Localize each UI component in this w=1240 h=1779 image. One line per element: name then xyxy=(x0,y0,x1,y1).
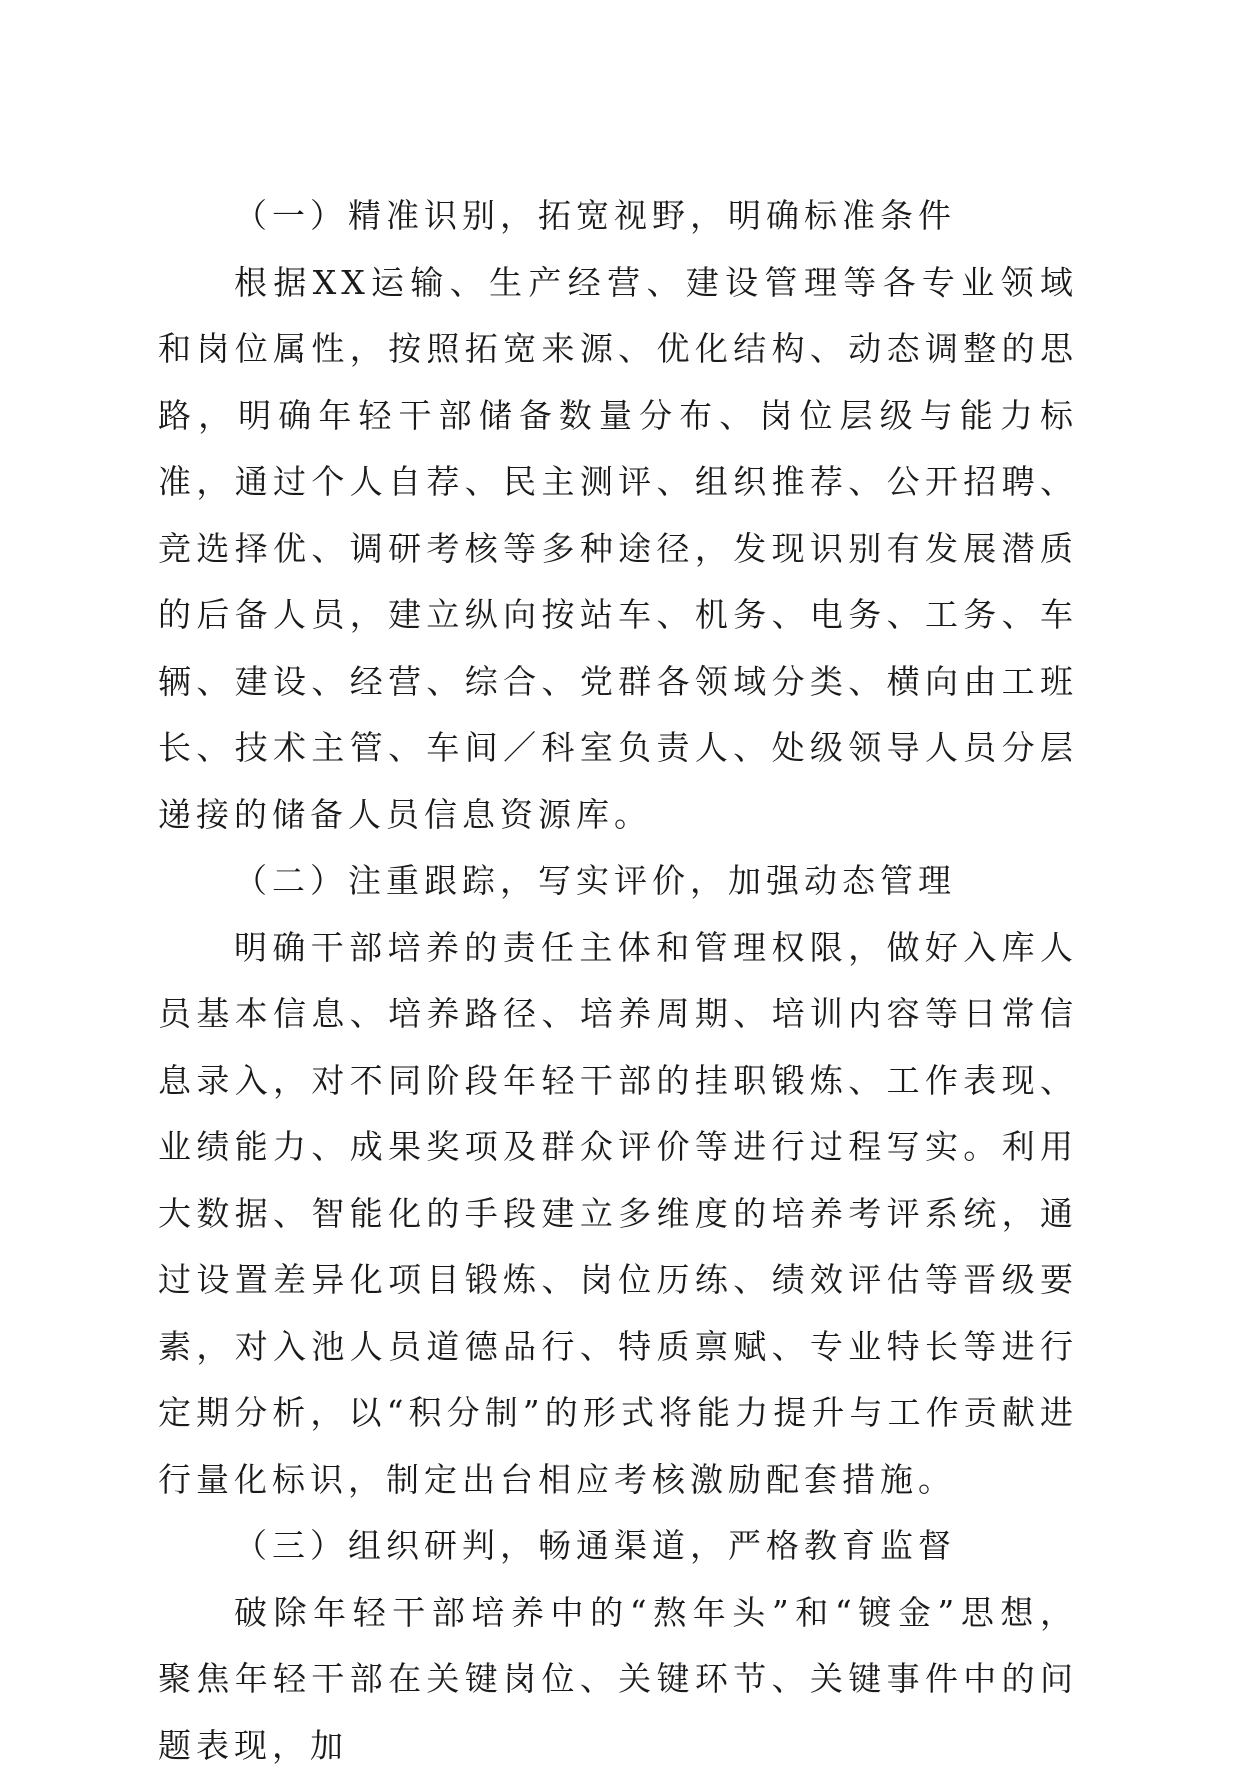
section-heading-3: （三）组织研判，畅通渠道，严格教育监督 xyxy=(158,1513,1078,1580)
section-paragraph-3: 破除年轻干部培养中的“熬年头”和“镀金”思想，聚焦年轻干部在关键岗位、关键环节、关键事件中的问题表现，加 xyxy=(158,1580,1078,1779)
section-paragraph-1: 根据XX运输、生产经营、建设管理等各专业领域和岗位属性，按照拓宽来源、优化结构、动态调整的思路，明确年轻干部储备数量分布、岗位层级与能力标准，通过个人自荐、民主测评、组织推荐、公开招聘、竞选择优、调研考核等多种途径，发现识别有发展潜质的后备人员，建立纵向按站车、机务、电务、工务、车辆、建设、经营、综合、党群各领域分类、横向由工班长、技术主管、车间／科室负责人、处级领导人员分层递接的储备人员信息资源库。 xyxy=(158,250,1078,849)
section-heading-1: （一）精准识别，拓宽视野，明确标准条件 xyxy=(158,183,1078,250)
document-body xyxy=(158,183,1078,1779)
section-heading-2: （二）注重跟踪，写实评价，加强动态管理 xyxy=(158,848,1078,915)
section-paragraph-2: 明确干部培养的责任主体和管理权限，做好入库人员基本信息、培养路径、培养周期、培训内容等日常信息录入，对不同阶段年轻干部的挂职锻炼、工作表现、业绩能力、成果奖项及群众评价等进行过程写实。利用大数据、智能化的手段建立多维度的培养考评系统，通过设置差异化项目锻炼、岗位历练、绩效评估等晋级要素，对入池人员道德品行、特质禀赋、专业特长等进行定期分析，以“积分制”的形式将能力提升与工作贡献进行量化标识，制定出台相应考核激励配套措施。 xyxy=(158,915,1078,1514)
